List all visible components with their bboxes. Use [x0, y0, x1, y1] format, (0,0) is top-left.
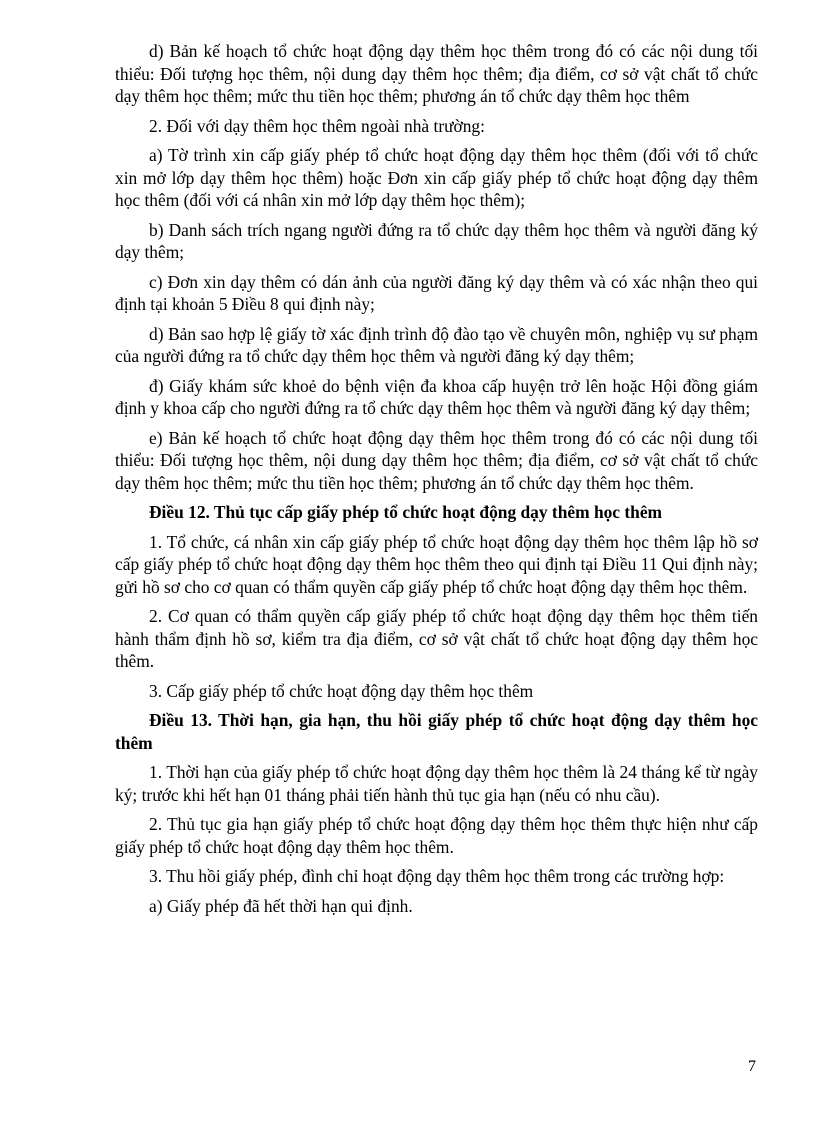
article-13-clause-2: 2. Thủ tục gia hạn giấy phép tổ chức hoạt động dạy thêm học thêm thực hiện như cấp giấy phép tổ chức hoạt động dạy thêm học thêm.: [115, 814, 758, 857]
item-d-qualification-copies: d) Bản sao hợp lệ giấy tờ xác định trình độ đào tạo về chuyên môn, nghiệp vụ sư phạm của người đứng ra tổ chức dạy thêm học thêm và người đăng ký dạy thêm;: [115, 323, 758, 366]
item-c-teacher-application: c) Đơn xin dạy thêm có dán ảnh của người đăng ký dạy thêm và có xác nhận theo qui định tại khoản 5 Điều 8 qui định này;: [115, 271, 758, 314]
article-13-clause-1: 1. Thời hạn của giấy phép tổ chức hoạt động dạy thêm học thêm là 24 tháng kể từ ngày ký; trước khi hết hạn 01 tháng phải tiến hành thủ tục gia hạn (nếu có nhu cầu).: [115, 762, 758, 805]
article-12-heading: Điều 12. Thủ tục cấp giấy phép tổ chức hoạt động dạy thêm học thêm: [149, 502, 663, 522]
item-a-application: a) Tờ trình xin cấp giấy phép tổ chức hoạt động dạy thêm học thêm (đối với tổ chức xin mở lớp dạy thêm học thêm) hoặc Đơn xin cấp giấy phép tổ chức hoạt động dạy thêm học thêm (đối với cá nhân xin mở lớp dạy thêm học thêm);: [115, 145, 758, 210]
item-d-plan-inside-school: d) Bản kế hoạch tổ chức hoạt động dạy thêm học thêm trong đó có các nội dung tối thiểu: Đối tượng học thêm, nội dung dạy thêm học thêm; địa điểm, cơ sở vật chất tổ chức dạy thêm học thêm; mức thu tiền học thêm; phương án tổ chức dạy thêm học thêm: [115, 41, 758, 106]
page-number: 7: [748, 1058, 756, 1075]
document-page: [115, 40, 758, 924]
item-b-personnel-list: b) Danh sách trích ngang người đứng ra tổ chức dạy thêm học thêm và người đăng ký dạy thêm;: [115, 219, 758, 262]
article-13-heading: Điều 13. Thời hạn, gia hạn, thu hồi giấy phép tổ chức hoạt động dạy thêm học thêm: [115, 710, 758, 753]
item-dd-health-certificate: đ) Giấy khám sức khoẻ do bệnh viện đa khoa cấp huyện trở lên hoặc Hội đồng giám định y khoa cấp cho người đứng ra tổ chức dạy thêm học thêm và người đăng ký dạy thêm;: [115, 375, 758, 418]
article-12-clause-1: 1. Tổ chức, cá nhân xin cấp giấy phép tổ chức hoạt động dạy thêm học thêm lập hồ sơ cấp giấy phép tổ chức hoạt động dạy thêm học thêm theo qui định tại Điều 11 Qui định này; gửi hồ sơ cho cơ quan có thẩm quyền cấp giấy phép tổ chức hoạt động dạy thêm học thêm.: [115, 531, 758, 597]
article-13-item-a: a) Giấy phép đã hết thời hạn qui định.: [149, 895, 413, 916]
article-12-clause-3: 3. Cấp giấy phép tổ chức hoạt động dạy thêm học thêm: [149, 680, 534, 701]
item-e-plan-outside-school: e) Bản kế hoạch tổ chức hoạt động dạy thêm học thêm trong đó có các nội dung tối thiểu: Đối tượng học thêm, nội dung dạy thêm học thêm; địa điểm, cơ sở vật chất tổ chức dạy thêm học thêm; mức thu tiền học thêm; phương án tổ chức dạy thêm học thêm.: [115, 427, 758, 493]
section-2-outside-school: 2. Đối với dạy thêm học thêm ngoài nhà trường:: [149, 115, 485, 136]
article-12-clause-2: 2. Cơ quan có thẩm quyền cấp giấy phép tổ chức hoạt động dạy thêm học thêm tiến hành thẩm định hồ sơ, kiểm tra địa điểm, cơ sở vật chất tổ chức hoạt động dạy thêm học thêm.: [115, 606, 758, 671]
article-13-clause-3: 3. Thu hồi giấy phép, đình chỉ hoạt động dạy thêm học thêm trong các trường hợp:: [149, 866, 725, 886]
